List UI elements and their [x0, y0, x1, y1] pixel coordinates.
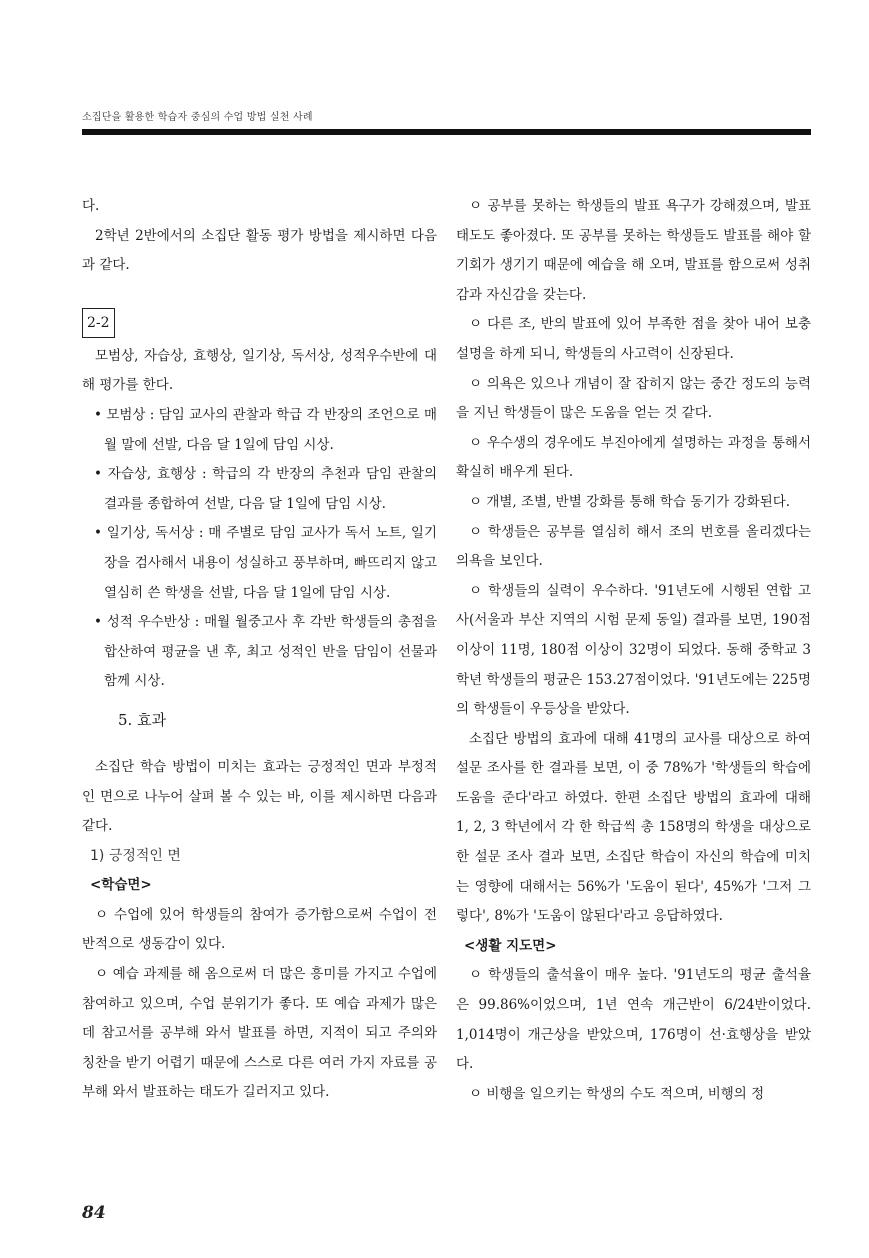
header-rule: [82, 129, 811, 135]
paragraph: ㅇ 공부를 못하는 학생들의 발표 욕구가 강해졌으며, 발표 태도도 좋아졌다. 또 공부를 못하는 학생들도 발표를 해야 할 기회가 생기기 때문에 예습을 해 오며, 발표를 함으로써 성취감과 자신감을 갖는다.: [456, 198, 811, 303]
tag-title: <생활 지도면>: [464, 937, 557, 954]
paragraph: 모범상, 자습상, 효행상, 일기상, 독서상, 성적우수반에 대해 평가를 한다.: [82, 347, 437, 394]
page-number: 84: [82, 1203, 106, 1223]
sub-title: 1) 긍정적인 면: [90, 847, 181, 864]
paragraph: ㅇ 학생들은 공부를 열심히 해서 조의 번호를 올리겠다는 의욕을 보인다.: [456, 523, 811, 570]
list-item: • 자습상, 효행상 : 학급의 각 반장의 추천과 담임 관찰의 결과를 종합하여 선발, 다음 달 1일에 담임 시상.: [94, 466, 437, 512]
paragraph: ㅇ 수업에 있어 학생들의 참여가 증가함으로써 수업이 전반적으로 생동감이 있다.: [82, 906, 437, 953]
left-column: [82, 192, 437, 1108]
box-label-wrap: [82, 308, 437, 342]
list-item: • 일기상, 독서상 : 매 주별로 담임 교사가 독서 노트, 일기장을 검사해서 내용이 성실하고 풍부하며, 빠뜨리지 않고 열심히 쓴 학생을 선발, 다음 달 1일에 담임 시상.: [94, 525, 437, 601]
tag-title: <학습면>: [90, 877, 152, 894]
paragraph: ㅇ 다른 조, 반의 발표에 있어 부족한 점을 찾아 내어 보충 설명을 하게 되니, 학생들의 사고력이 신장된다.: [456, 316, 811, 362]
box-label: 2-2: [82, 308, 115, 338]
paragraph: ㅇ 예습 과제를 해 옴으로써 더 많은 흥미를 가지고 수업에 참여하고 있으며, 수업 분위기가 좋다. 또 예습 과제가 많은데 참고서를 공부해 와서 발표를 하면, 지적이 되고 주의와 칭찬을 받기 어렵기 때문에 스스로 다른 여러 가지 자료를 공부해 와서 발표하는 태도가 길러지고 있다.: [82, 966, 437, 1101]
paragraph: ㅇ 학생들의 실력이 우수하다. '91년도에 시행된 연합 고사(서울과 부산 지역의 시험 문제 동일) 결과를 보면, 190점 이상이 11명, 180점 이상이 32명이 되었다. 동해 중학교 3학년 학생들의 평균은 153.27점이었다. '91년도에는 225명의 학생들이 우등상을 받았다.: [456, 582, 811, 718]
paragraph: 2학년 2반에서의 소집단 활동 평가 방법을 제시하면 다음과 같다.: [82, 227, 437, 274]
paragraph: ㅇ 비행을 일으키는 학생의 수도 적으며, 비행의 정: [469, 1085, 765, 1102]
paragraph: ㅇ 학생들의 출석율이 매우 높다. '91년도의 평균 출석율은 99.86%이었으며, 1년 연속 개근반이 6/24반이었다. 1,014명이 개근상을 받았으며, 176명이 선·효행상을 받았다.: [456, 967, 811, 1073]
paragraph: ㅇ 우수생의 경우에도 부진아에게 설명하는 과정을 통해서 확실히 배우게 된다.: [456, 434, 811, 481]
right-column: [456, 192, 811, 1109]
section-title: 5. 효과: [118, 710, 167, 729]
list-item: • 모범상 : 담임 교사의 관찰과 학급 각 반장의 조언으로 매월 말에 선발, 다음 달 1일에 담임 시상.: [94, 406, 437, 453]
paragraph: 다.: [82, 198, 100, 214]
paragraph: 소집단 학습 방법이 미치는 효과는 긍정적인 면과 부정적인 면으로 나누어 살펴 볼 수 있는 바, 이를 제시하면 다음과 같다.: [82, 758, 437, 835]
paragraph: ㅇ 개별, 조별, 반별 강화를 통해 학습 동기가 강화된다.: [469, 493, 791, 510]
paragraph: 소집단 방법의 효과에 대해 41명의 교사를 대상으로 하여 설문 조사를 한 결과를 보면, 이 중 78%가 '학생들의 학습에 도움을 준다'라고 하였다. 한편 소집단 방법의 효과에 대해 1, 2, 3 학년에서 각 한 학급씩 총 158명의 학생을 대상으로 한 설문 조사 결과 보면, 소집단 학습이 자신의 학습에 미치는 영향에 대해서는 56%가 '도움이 된다', 45%가 '그저 그렇다', 8%가 '도움이 않된다'라고 응답하였다.: [456, 730, 811, 925]
list-item: • 성적 우수반상 : 매월 월중고사 후 각반 학생들의 총점을 합산하여 평균을 낸 후, 최고 성적인 반을 담임이 선물과 함께 시상.: [94, 614, 437, 690]
paragraph: ㅇ 의욕은 있으나 개념이 잘 잡히지 않는 중간 정도의 능력을 지닌 학생들이 많은 도움을 얻는 것 같다.: [456, 375, 811, 422]
running-header: 소집단을 활용한 학습자 중심의 수업 방법 실천 사례: [82, 112, 313, 123]
